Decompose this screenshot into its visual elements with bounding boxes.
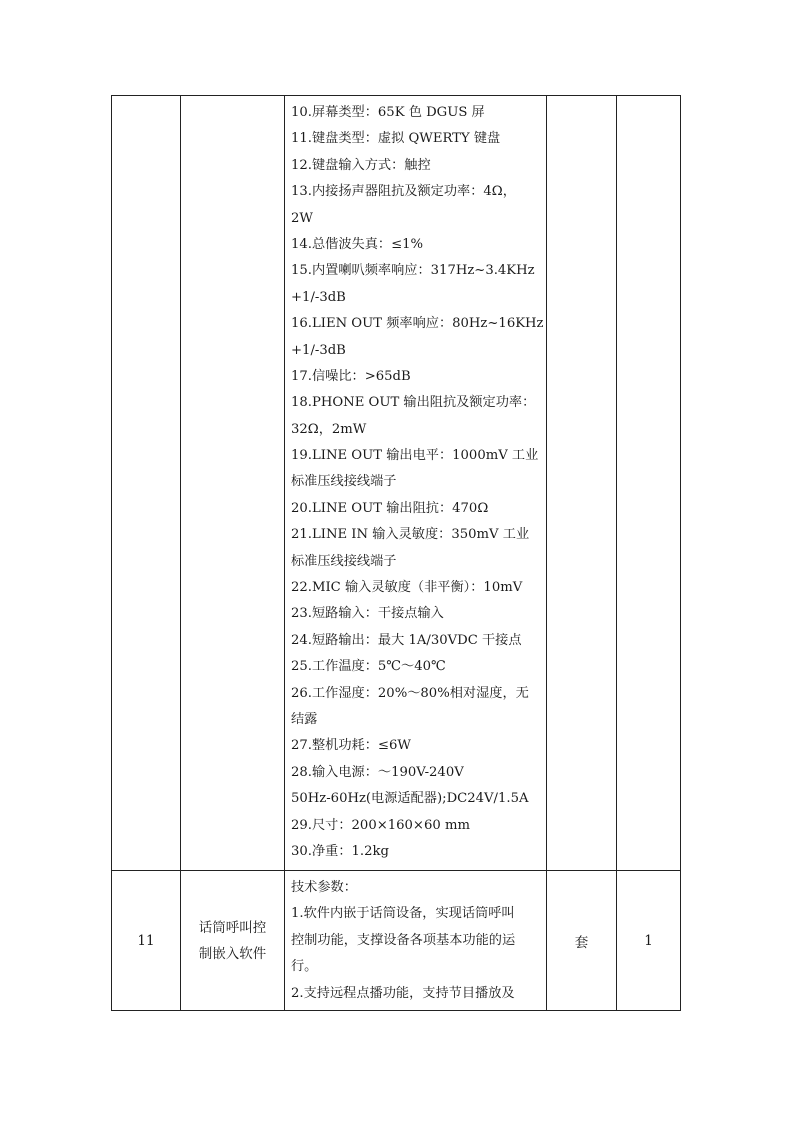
spec-line: 21.LINE IN 输入灵敏度：350mV 工业 [291,527,530,543]
spec-line: 30.净重：1.2kg [291,843,389,859]
spec-cell [285,871,547,1011]
spec-line: +1/-3dB [291,342,346,358]
unit-cell: 套 [547,871,617,1011]
spec-line: 16.LIEN OUT 频率响应：80Hz~16KHz [291,316,544,332]
spec-list [291,875,540,1007]
index-cell [112,96,181,871]
spec-table [111,95,681,1011]
spec-line: 28.输入电源：～190V-240V [291,764,464,780]
spec-line: 14.总偕波失真：≤1% [291,236,424,252]
spec-line: 标准压线接线端子 [291,474,397,490]
qty-cell [617,96,681,871]
spec-line: 13.内接扬声器阻抗及额定功率：4Ω， [291,184,516,200]
table-row-continuation [112,96,681,871]
spec-line: 17.信噪比：>65dB [291,368,411,384]
qty-cell: 1 [617,871,681,1011]
spec-line: 12.键盘输入方式：触控 [291,157,431,173]
spec-line: 22.MIC 输入灵敏度（非平衡）：10mV [291,580,523,596]
spec-line: 结露 [291,711,318,727]
index-cell: 11 [112,871,181,1011]
spec-line: 11.键盘类型：虚拟 QWERTY 键盘 [291,131,501,147]
spec-line: 24.短路输出：最大 1A/30VDC 干接点 [291,632,522,648]
spec-line: 标准压线接线端子 [291,553,397,569]
spec-line: 32Ω，2mW [291,421,367,437]
spec-line: 29.尺寸：200×160×60 mm [291,817,470,833]
name-line: 制嵌入软件 [198,945,267,962]
spec-line: +1/-3dB [291,289,346,305]
spec-line: 50Hz-60Hz(电源适配器);DC24V/1.5A [291,791,529,807]
spec-line: 27.整机功耗：≤6W [291,738,411,754]
spec-line: 技术参数： [291,880,357,895]
spec-line: 25.工作温度：5℃～40℃ [291,659,446,675]
table-row-11 [112,871,681,1011]
spec-line: 2W [291,210,313,226]
name-cell [181,96,285,871]
spec-line: 控制功能，支撑设备各项基本功能的运 [291,932,516,948]
spec-line: 19.LINE OUT 输出电平：1000mV 工业 [291,448,539,464]
unit-cell [547,96,617,871]
spec-line: 15.内置喇叭频率响应：317Hz~3.4KHz [291,263,535,279]
name-cell [181,871,285,1011]
spec-line: 20.LINE OUT 输出阻抗：470Ω [291,500,489,516]
spec-line: 1.软件内嵌于话筒设备，实现话筒呼叫 [291,906,515,922]
spec-line: 10.屏幕类型：65K 色 DGUS 屏 [291,105,485,120]
spec-line: 23.短路输入：干接点输入 [291,606,444,622]
spec-line: 18.PHONE OUT 输出阻抗及额定功率： [291,395,536,411]
spec-line: 行。 [291,959,318,975]
spec-cell [285,96,547,871]
spec-line: 2.支持远程点播功能，支持节目播放及 [291,985,515,1001]
spec-line: 26.工作湿度：20%～80%相对湿度，无 [291,685,529,701]
name-line: 话筒呼叫控 [198,919,267,936]
spec-list [291,100,544,865]
